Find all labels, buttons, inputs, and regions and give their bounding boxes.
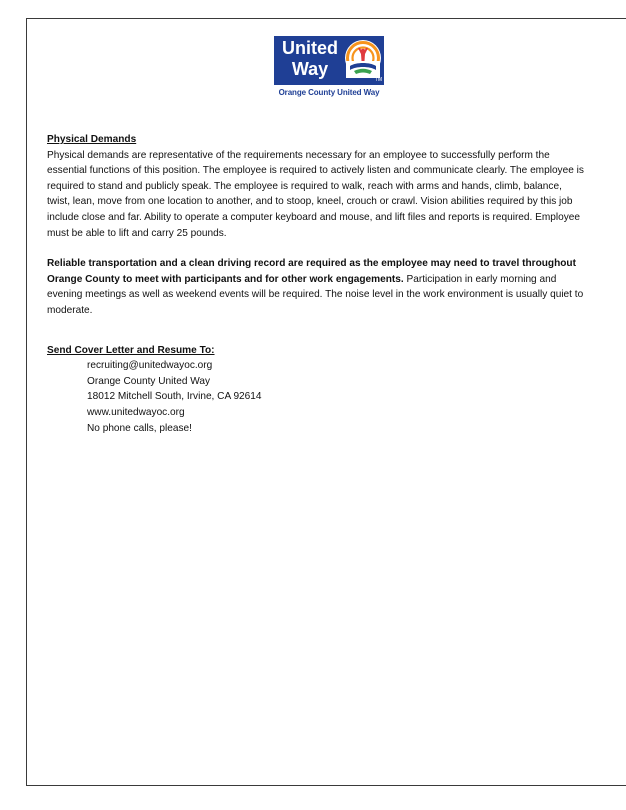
transportation-details: Participation in early morning and evening meetings as well as weekend events will be required. The noise level in the work environment is usually quiet to moderate. (47, 273, 584, 316)
contact-address: 18012 Mitchell South, Irvine, CA 92614 (87, 391, 262, 403)
document-body (47, 132, 587, 436)
page-border-left (26, 18, 27, 786)
physical-demands-paragraph: Physical demands are representative of the requirements necessary for an employee to successfully perform the essential functions of this position. The employee is required to actively listen and communicate clearly. The employee is required to stand and publicly speak. The employee is required to walk, reach with arms and hands, climb, balance, twist, lean, move from one location to another, and to stoop, kneel, crouch or crawl. Vision abilities required by this job include close and far. Ability to operate a computer keyboard and mouse, and lift files and reports is required. Employee must be able to lift and carry 25 pounds. (47, 149, 584, 239)
paragraph-spacer (47, 241, 587, 256)
united-way-logo (270, 36, 388, 97)
logo-wordmark-line1: United (282, 38, 338, 58)
logo-wordmark (278, 38, 342, 80)
contact-organization: Orange County United Way (87, 375, 211, 387)
contact-heading: Send Cover Letter and Resume To: (47, 344, 215, 356)
physical-demands-heading: Physical Demands (47, 134, 137, 145)
page-border-top (26, 18, 626, 19)
logo-badge (274, 36, 384, 85)
trademark-mark: TM (374, 77, 382, 83)
contact-email: recruiting@unitedwayoc.org (87, 360, 213, 372)
contact-website: www.unitedwayoc.org (87, 406, 185, 418)
transportation-requirement: Reliable transportation and a clean driving record are required as the employee may need to travel throughout Orange County to meet with participants and for other work engagements. (47, 258, 576, 285)
helping-hand-icon (344, 39, 382, 79)
contact-note: No phone calls, please! (87, 422, 192, 434)
logo-caption: Orange County United Way (278, 88, 380, 97)
transportation-paragraph (47, 256, 587, 318)
contact-details (47, 358, 587, 436)
logo-wordmark-line2: Way (291, 59, 329, 79)
section-spacer (47, 319, 587, 343)
page-border-bottom (26, 785, 626, 786)
